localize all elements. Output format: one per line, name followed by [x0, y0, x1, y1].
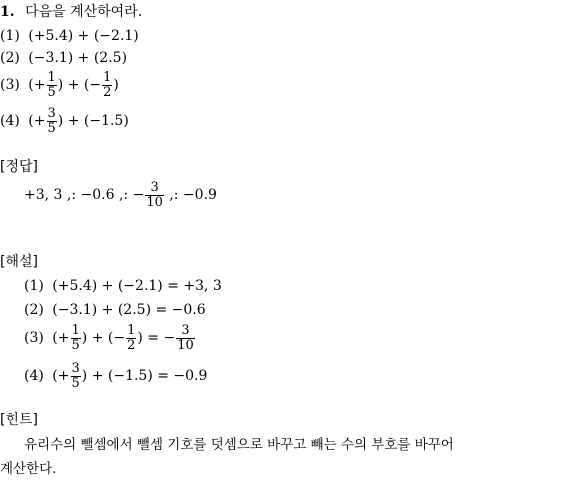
problem-title — [0, 3, 142, 21]
item-label: (4) — [24, 368, 44, 384]
fraction — [176, 324, 195, 353]
expr-part: ) + (−1.5) — [57, 113, 129, 129]
fraction — [102, 71, 112, 100]
fraction-numerator: 1 — [47, 69, 56, 85]
explanation-item-3 — [24, 320, 196, 356]
item-expression: (−3.1) + (2.5) — [28, 50, 128, 66]
fraction-numerator: 3 — [47, 105, 56, 121]
fraction-numerator: 1 — [127, 322, 136, 338]
item-label: (1) — [24, 278, 44, 294]
item-expression: (−3.1) + (2.5) = −0.6 — [52, 302, 206, 318]
explanation-heading: [해설] — [0, 254, 38, 270]
fraction — [47, 107, 57, 136]
fraction-numerator: 1 — [103, 69, 112, 85]
explanation-item-1 — [24, 277, 222, 295]
problem-number: 1. — [0, 4, 15, 20]
item-label: (3) — [24, 330, 44, 346]
fraction-denominator: 5 — [71, 375, 80, 391]
fraction — [47, 71, 57, 100]
fraction — [71, 324, 81, 353]
problem-item-4 — [0, 106, 129, 136]
fraction-numerator: 3 — [176, 324, 195, 339]
expr-part: (+ — [28, 113, 46, 129]
problem-instruction: 다음을 계산하여라. — [25, 4, 143, 20]
answer-line — [24, 178, 217, 212]
expr-part: (+ — [52, 330, 70, 346]
item-label: (4) — [0, 113, 20, 129]
fraction — [126, 324, 136, 353]
answer-heading: [정답] — [0, 159, 38, 175]
fraction — [71, 362, 81, 391]
fraction-numerator: 3 — [145, 181, 164, 196]
answer-values: ,: −0.9 — [164, 187, 217, 203]
expr-part: ) — [113, 77, 119, 93]
item-expression: (+5.4) + (−2.1) — [28, 28, 139, 44]
item-label: (2) — [0, 50, 20, 66]
fraction-denominator: 2 — [103, 84, 112, 100]
fraction-denominator: 5 — [47, 120, 56, 136]
expr-part: ) + (− — [57, 77, 102, 93]
fraction-denominator: 5 — [47, 84, 56, 100]
fraction-denominator: 2 — [127, 337, 136, 353]
fraction-numerator: 1 — [71, 322, 80, 338]
item-label: (2) — [24, 302, 44, 318]
expr-part: ) + (−1.5) = −0.9 — [81, 368, 208, 384]
answer-values: +3, 3 ,: −0.6 ,: − — [24, 187, 145, 203]
problem-item-1 — [0, 27, 139, 45]
hint-text-line-2: 계산한다. — [0, 461, 57, 477]
fraction — [145, 181, 164, 210]
hint-heading: [힌트] — [0, 412, 38, 428]
hint-text-line-1: 유리수의 뺄셈에서 뺄셈 기호를 덧셈으로 바꾸고 빼는 수의 부호를 바꾸어 — [24, 437, 454, 453]
fraction-denominator: 10 — [177, 337, 194, 353]
explanation-item-4 — [24, 360, 207, 392]
fraction-denominator: 10 — [146, 194, 163, 210]
item-expression: (+5.4) + (−2.1) = +3, 3 — [52, 278, 222, 294]
item-label: (3) — [0, 77, 20, 93]
expr-part: (+ — [28, 77, 46, 93]
expr-part: (+ — [52, 368, 70, 384]
fraction-denominator: 5 — [71, 337, 80, 353]
problem-item-3 — [0, 70, 119, 100]
explanation-item-2 — [24, 301, 206, 319]
expr-part: ) = − — [137, 330, 176, 346]
fraction-numerator: 3 — [71, 360, 80, 376]
expr-part: ) + (− — [81, 330, 126, 346]
item-label: (1) — [0, 28, 20, 44]
problem-item-2 — [0, 49, 127, 67]
